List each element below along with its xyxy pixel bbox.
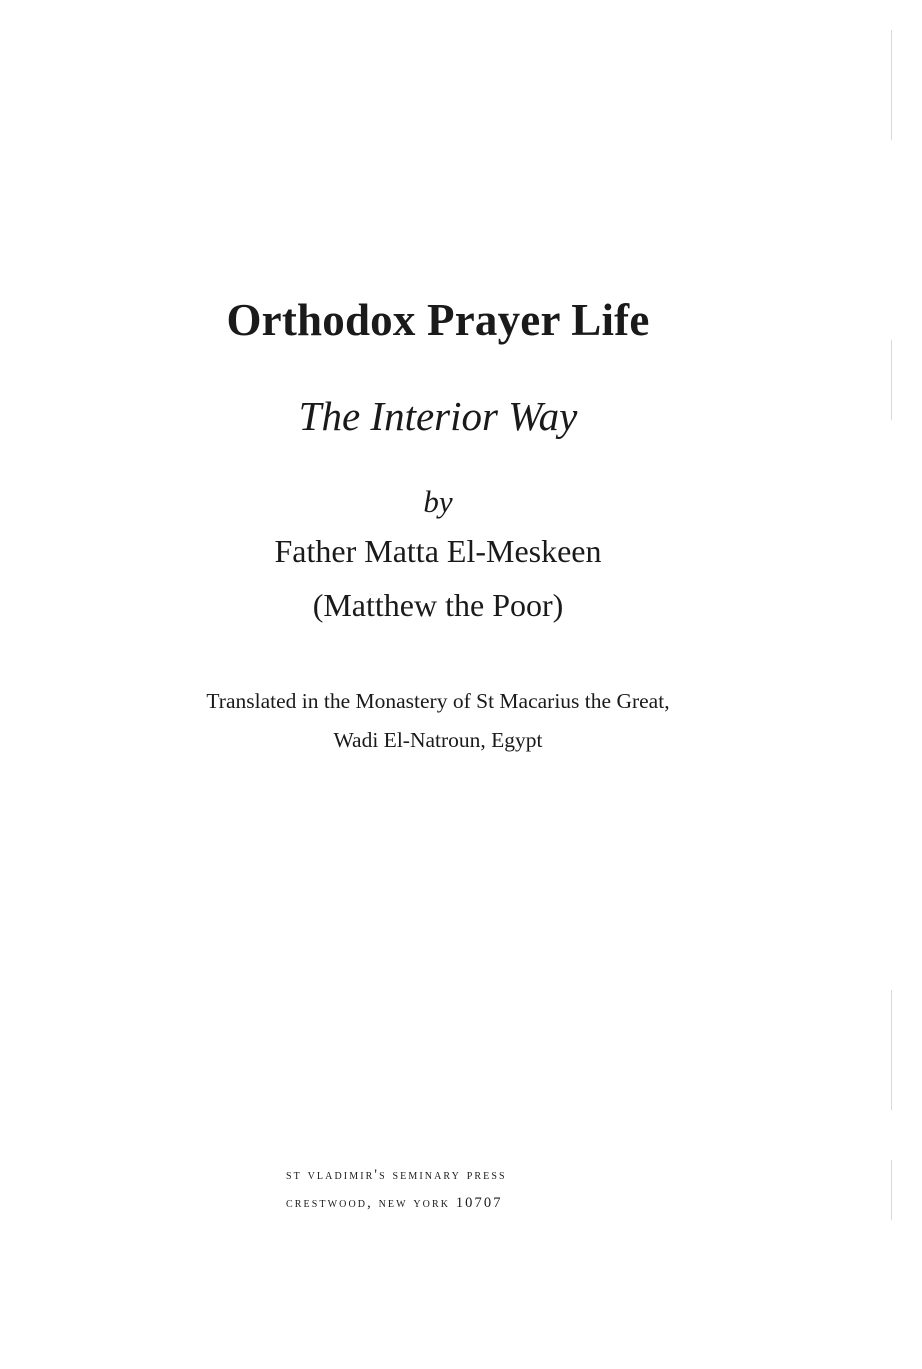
author-alias: (Matthew the Poor) (312, 587, 564, 623)
publisher-address: crestwood, new york 10707 (286, 1195, 503, 1211)
scan-edge-mark (891, 340, 892, 420)
author-name: Father Matta El-Meskeen (274, 533, 602, 569)
book-title: Orthodox Prayer Life (226, 295, 650, 345)
publisher-name: st vladimir's seminary press (286, 1167, 507, 1183)
translation-line-1: Translated in the Monastery of St Macarius the Great, (206, 689, 670, 713)
scan-edge-mark (891, 30, 892, 140)
translation-line-2: Wadi El-Natroun, Egypt (333, 728, 543, 752)
by-line: by (423, 484, 453, 519)
book-subtitle: The Interior Way (298, 393, 578, 439)
scan-edge-mark (891, 1160, 892, 1220)
scan-edge-mark (891, 990, 892, 1110)
